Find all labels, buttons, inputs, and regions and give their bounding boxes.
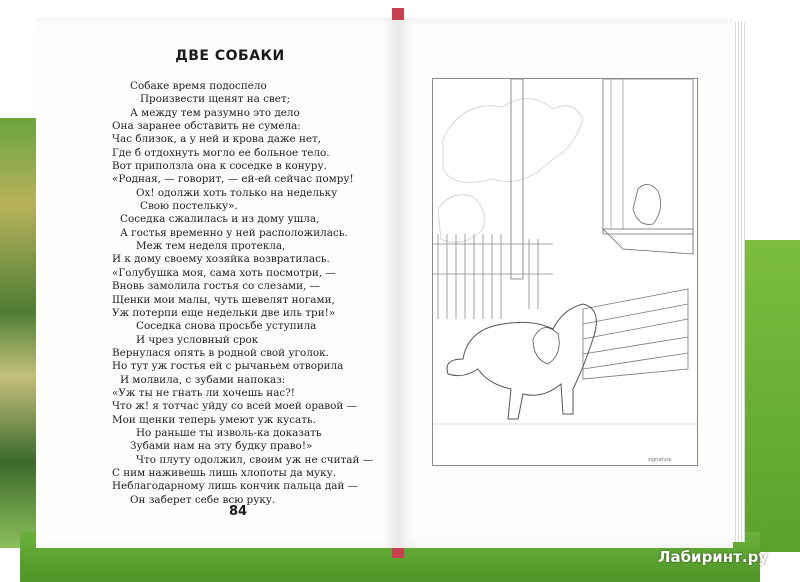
- spine-bookmark-bottom: [392, 548, 404, 558]
- poem-line: И чрез условный срок: [136, 333, 259, 346]
- page-edges: [733, 22, 745, 542]
- poem-line: Но тут уж гостья ей с рычаньем отворила: [112, 360, 344, 373]
- poem-line: Он заберет себе всю руку.: [130, 493, 276, 506]
- poem-line: А между тем разумно это дело: [130, 106, 300, 119]
- poem-line: Собаке время подоспело: [130, 80, 267, 92]
- book-cover-left: [0, 118, 38, 548]
- poem-line: Она заранее обставить не сумела:: [112, 120, 301, 133]
- poem-line: Вернулася опять в родной свой уголок.: [112, 346, 329, 359]
- poem-line: Вот приползла она к соседке в конуру.: [112, 160, 327, 173]
- poem-line: А гостья временно у ней расположилась.: [120, 226, 348, 239]
- illustrator-signature: signature: [648, 457, 672, 463]
- poem-line: Неблагодарному лишь кончик пальца дай —: [112, 480, 359, 493]
- poem-line: Где б отдохнуть могло ее больное тело.: [112, 146, 330, 159]
- page-number: 84: [228, 504, 248, 519]
- poem-line: Уж потерпи еще недельки две иль три!»: [112, 306, 336, 319]
- two-dogs-illustration: [432, 78, 698, 466]
- book-cover-right: [742, 240, 800, 552]
- poem-line: Ох! одолжи хоть только на недельку: [136, 186, 338, 199]
- poem-line: Вновь замолила гостья со слезами, —: [112, 280, 321, 293]
- poem-line: Зубами нам на эту будку право!»: [130, 440, 313, 453]
- poem-line: Соседка сжалилась и из дому ушла,: [120, 213, 320, 226]
- poem-line: Произвести щенят на свет;: [140, 93, 291, 106]
- poem-line: Час близок, а у ней и крова даже нет,: [112, 133, 322, 146]
- poem-line: С ним наживешь лишь хлопоты да муку.: [112, 466, 337, 479]
- poem-line: Что ж! я тотчас уйду со всей моей оравой —: [112, 400, 357, 413]
- poem-line: Мои щенки теперь умеют уж кусать.: [112, 413, 316, 426]
- poem-line: И молвила, с зубами напоказ:: [120, 373, 286, 386]
- poem-line: Свою постельку».: [140, 200, 238, 213]
- poem-line: Но раньше ты изволь-ка доказать: [136, 426, 322, 439]
- poem-line: «Уж ты не гнать ли хочешь нас?!: [112, 386, 295, 399]
- poem-line: Меж тем неделя протекла,: [136, 240, 286, 253]
- poem-line: И к дому своему хозяйка возвратилась.: [112, 253, 330, 266]
- poem-line: Щенки мои малы, чуть шевелят ногами,: [112, 293, 335, 306]
- poem-line: Что плуту одолжил, своим уж не считай —: [136, 453, 374, 466]
- spine-bookmark-top: [392, 8, 404, 20]
- poem-line: «Голубушка моя, сама хоть посмотри, —: [112, 266, 336, 279]
- poem-line: «Родная, — говорит, — ей-ей сейчас помру!: [112, 173, 354, 186]
- poem-title: ДВЕ СОБАКИ: [175, 48, 285, 64]
- poem-text: [112, 80, 374, 507]
- watermark: Лабиринт.ру: [658, 548, 769, 566]
- poem-line: Соседка снова просьбе уступила: [136, 320, 317, 333]
